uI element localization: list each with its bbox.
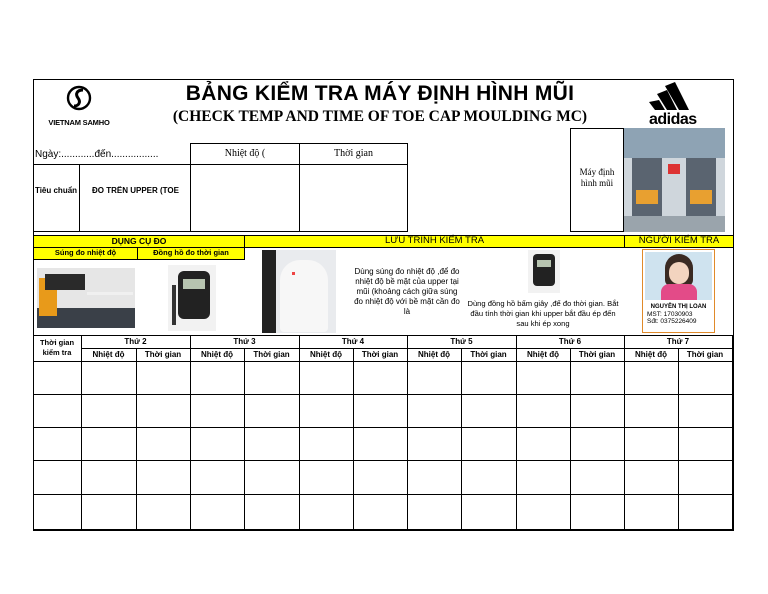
inspector-mst: MST: 17030903 bbox=[647, 311, 693, 318]
adidas-logo bbox=[645, 80, 707, 126]
inspector-section-label: NGƯỜI KIỂM TRA bbox=[638, 235, 720, 246]
step2-text: Dùng đồng hồ bấm giây ,để đo thời gian. Bắt đầu tính thời gian khi upper bắt đầu ép đến sau khi ép xong bbox=[467, 299, 619, 328]
samho-logo bbox=[44, 84, 114, 126]
subheader-time: Thời gian bbox=[578, 350, 616, 359]
day-header-sat: Thứ 7 bbox=[666, 337, 690, 346]
subheader-temp: Nhiệt độ bbox=[527, 350, 559, 359]
inspector-avatar bbox=[645, 252, 712, 300]
samho-logo-icon bbox=[44, 84, 114, 114]
thermometer-photo bbox=[37, 268, 135, 328]
subheader-temp: Nhiệt độ bbox=[92, 350, 125, 359]
day-header-fri: Thứ 6 bbox=[558, 337, 582, 346]
subheader-temp: Nhiệt độ bbox=[635, 350, 667, 359]
subheader-temp: Nhiệt độ bbox=[201, 350, 233, 359]
day-header-thu: Thứ 5 bbox=[450, 337, 473, 346]
stopwatch-label: Đồng hồ đo thời gian bbox=[153, 248, 229, 257]
day-header-mon: Thứ 2 bbox=[124, 337, 147, 346]
subheader-temp: Nhiệt độ bbox=[418, 350, 450, 359]
check-table bbox=[33, 335, 733, 530]
adidas-stripes-icon bbox=[645, 80, 707, 110]
subheader-temp: Nhiệt độ bbox=[310, 350, 342, 359]
machine-label: Máy định hình mũi bbox=[579, 167, 615, 188]
subheader-time: Thời gian bbox=[253, 350, 290, 359]
inspector-phone: Sđt: 0375226409 bbox=[647, 318, 697, 325]
day-header-wed: Thứ 4 bbox=[341, 337, 365, 346]
subheader-time: Thời gian bbox=[686, 350, 724, 359]
title-english: (CHECK TEMP AND TIME OF TOE CAP MOULDING MC) bbox=[172, 108, 588, 125]
inspector-name: NGUYỄN THỊ LOAN bbox=[650, 304, 707, 310]
time-check-label: Thời gian kiểm tra bbox=[39, 338, 75, 357]
thermometer-label: Súng đo nhiệt độ bbox=[54, 248, 117, 257]
logo-text: VIETNAM SAMHO bbox=[48, 118, 110, 127]
time-header-label: Thời gian bbox=[334, 148, 373, 159]
stopwatch-photo bbox=[168, 265, 216, 331]
temp-header-label: Nhiệt độ ( bbox=[224, 148, 266, 159]
title-vietnamese: BẢNG KIỂM TRA MÁY ĐỊNH HÌNH MŨI bbox=[185, 82, 575, 105]
subheader-time: Thời gian bbox=[470, 350, 507, 359]
tools-section-label: DỤNG CỤ ĐO bbox=[111, 236, 167, 246]
step2-stopwatch-photo bbox=[528, 250, 560, 293]
date-field: Ngày:............đến................. bbox=[35, 149, 159, 160]
step1-text: Dùng súng đo nhiệt độ ,để đo nhiệt độ bề mặt của upper tại mũi (khoảng cách giữa súng đo nhiệt độ với bề mặt cần đo là bbox=[354, 267, 460, 316]
standard-label: Tiêu chuẩn bbox=[34, 186, 78, 195]
subheader-time: Thời gian bbox=[361, 350, 399, 359]
day-header-tue: Thứ 3 bbox=[233, 337, 256, 346]
standard-value: ĐO TRÊN UPPER (TOE bbox=[92, 186, 179, 195]
upper-measure-photo bbox=[262, 250, 336, 333]
subheader-time: Thời gian bbox=[144, 350, 182, 359]
process-section-label: LƯU TRÌNH KIỂM TRA bbox=[384, 235, 485, 246]
standard-row bbox=[33, 164, 408, 232]
machine-photo bbox=[624, 128, 725, 232]
adidas-text: adidas bbox=[649, 111, 697, 128]
